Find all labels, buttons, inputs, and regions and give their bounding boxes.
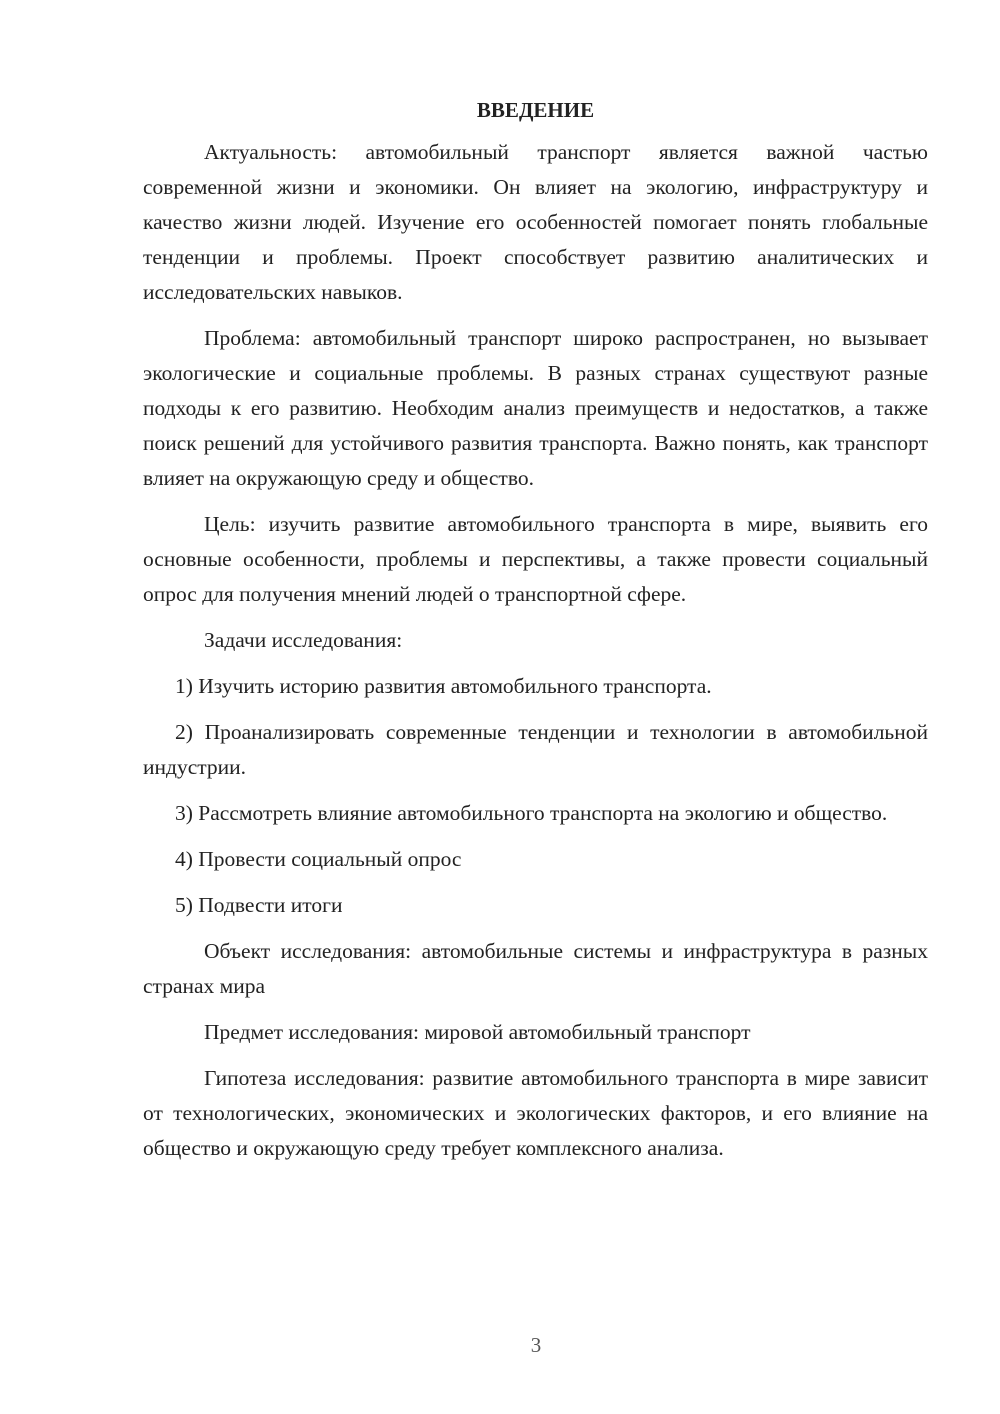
list-item-task-5: 5) Подвести итоги [175, 893, 343, 917]
paragraph-object: Объект исследования: автомобильные системы и инфраструктура в разных странах мира [143, 939, 928, 998]
list-item-task-3: 3) Рассмотреть влияние автомобильного транспорта на экологию и общество. [175, 801, 888, 825]
paragraph-relevance: Актуальность: автомобильный транспорт является важной частью современной жизни и экономики. Он влияет на экологию, инфраструктуру и качество жизни людей. Изучение его особенностей помогает понять глобальные тенденции и проблемы. Проект способствует развитию аналитических и исследовательских навыков. [143, 140, 928, 304]
page-title: ВВЕДЕНИЕ [476, 98, 595, 122]
paragraph-problem: Проблема: автомобильный транспорт широко распространен, но вызывает экологические и социальные проблемы. В разных странах существуют разные подходы к его развитию. Необходим анализ преимуществ и недостатков, а также поиск решений для устойчивого развития транспорта. Важно понять, как транспорт влияет на окружающую среду и общество. [143, 326, 928, 490]
paragraph-hypothesis: Гипотеза исследования: развитие автомобильного транспорта в мире зависит от технологических, экономических и экологических факторов, и его влияние на общество и окружающую среду требует комплексного анализа. [143, 1066, 928, 1160]
paragraph-subject: Предмет исследования: мировой автомобильный транспорт [204, 1020, 751, 1044]
paragraph-goal: Цель: изучить развитие автомобильного транспорта в мире, выявить его основные особенности, проблемы и перспективы, а также провести социальный опрос для получения мнений людей о транспортной сфере. [143, 512, 928, 606]
page-number: 3 [530, 1333, 542, 1357]
paragraph-tasks-heading: Задачи исследования: [204, 628, 403, 652]
document-page [143, 96, 928, 1177]
list-item-task-4: 4) Провести социальный опрос [175, 847, 462, 871]
list-item-task-2: 2) Проанализировать современные тенденции и технологии в автомобильной индустрии. [143, 720, 928, 779]
list-item-task-1: 1) Изучить историю развития автомобильного транспорта. [175, 674, 712, 698]
